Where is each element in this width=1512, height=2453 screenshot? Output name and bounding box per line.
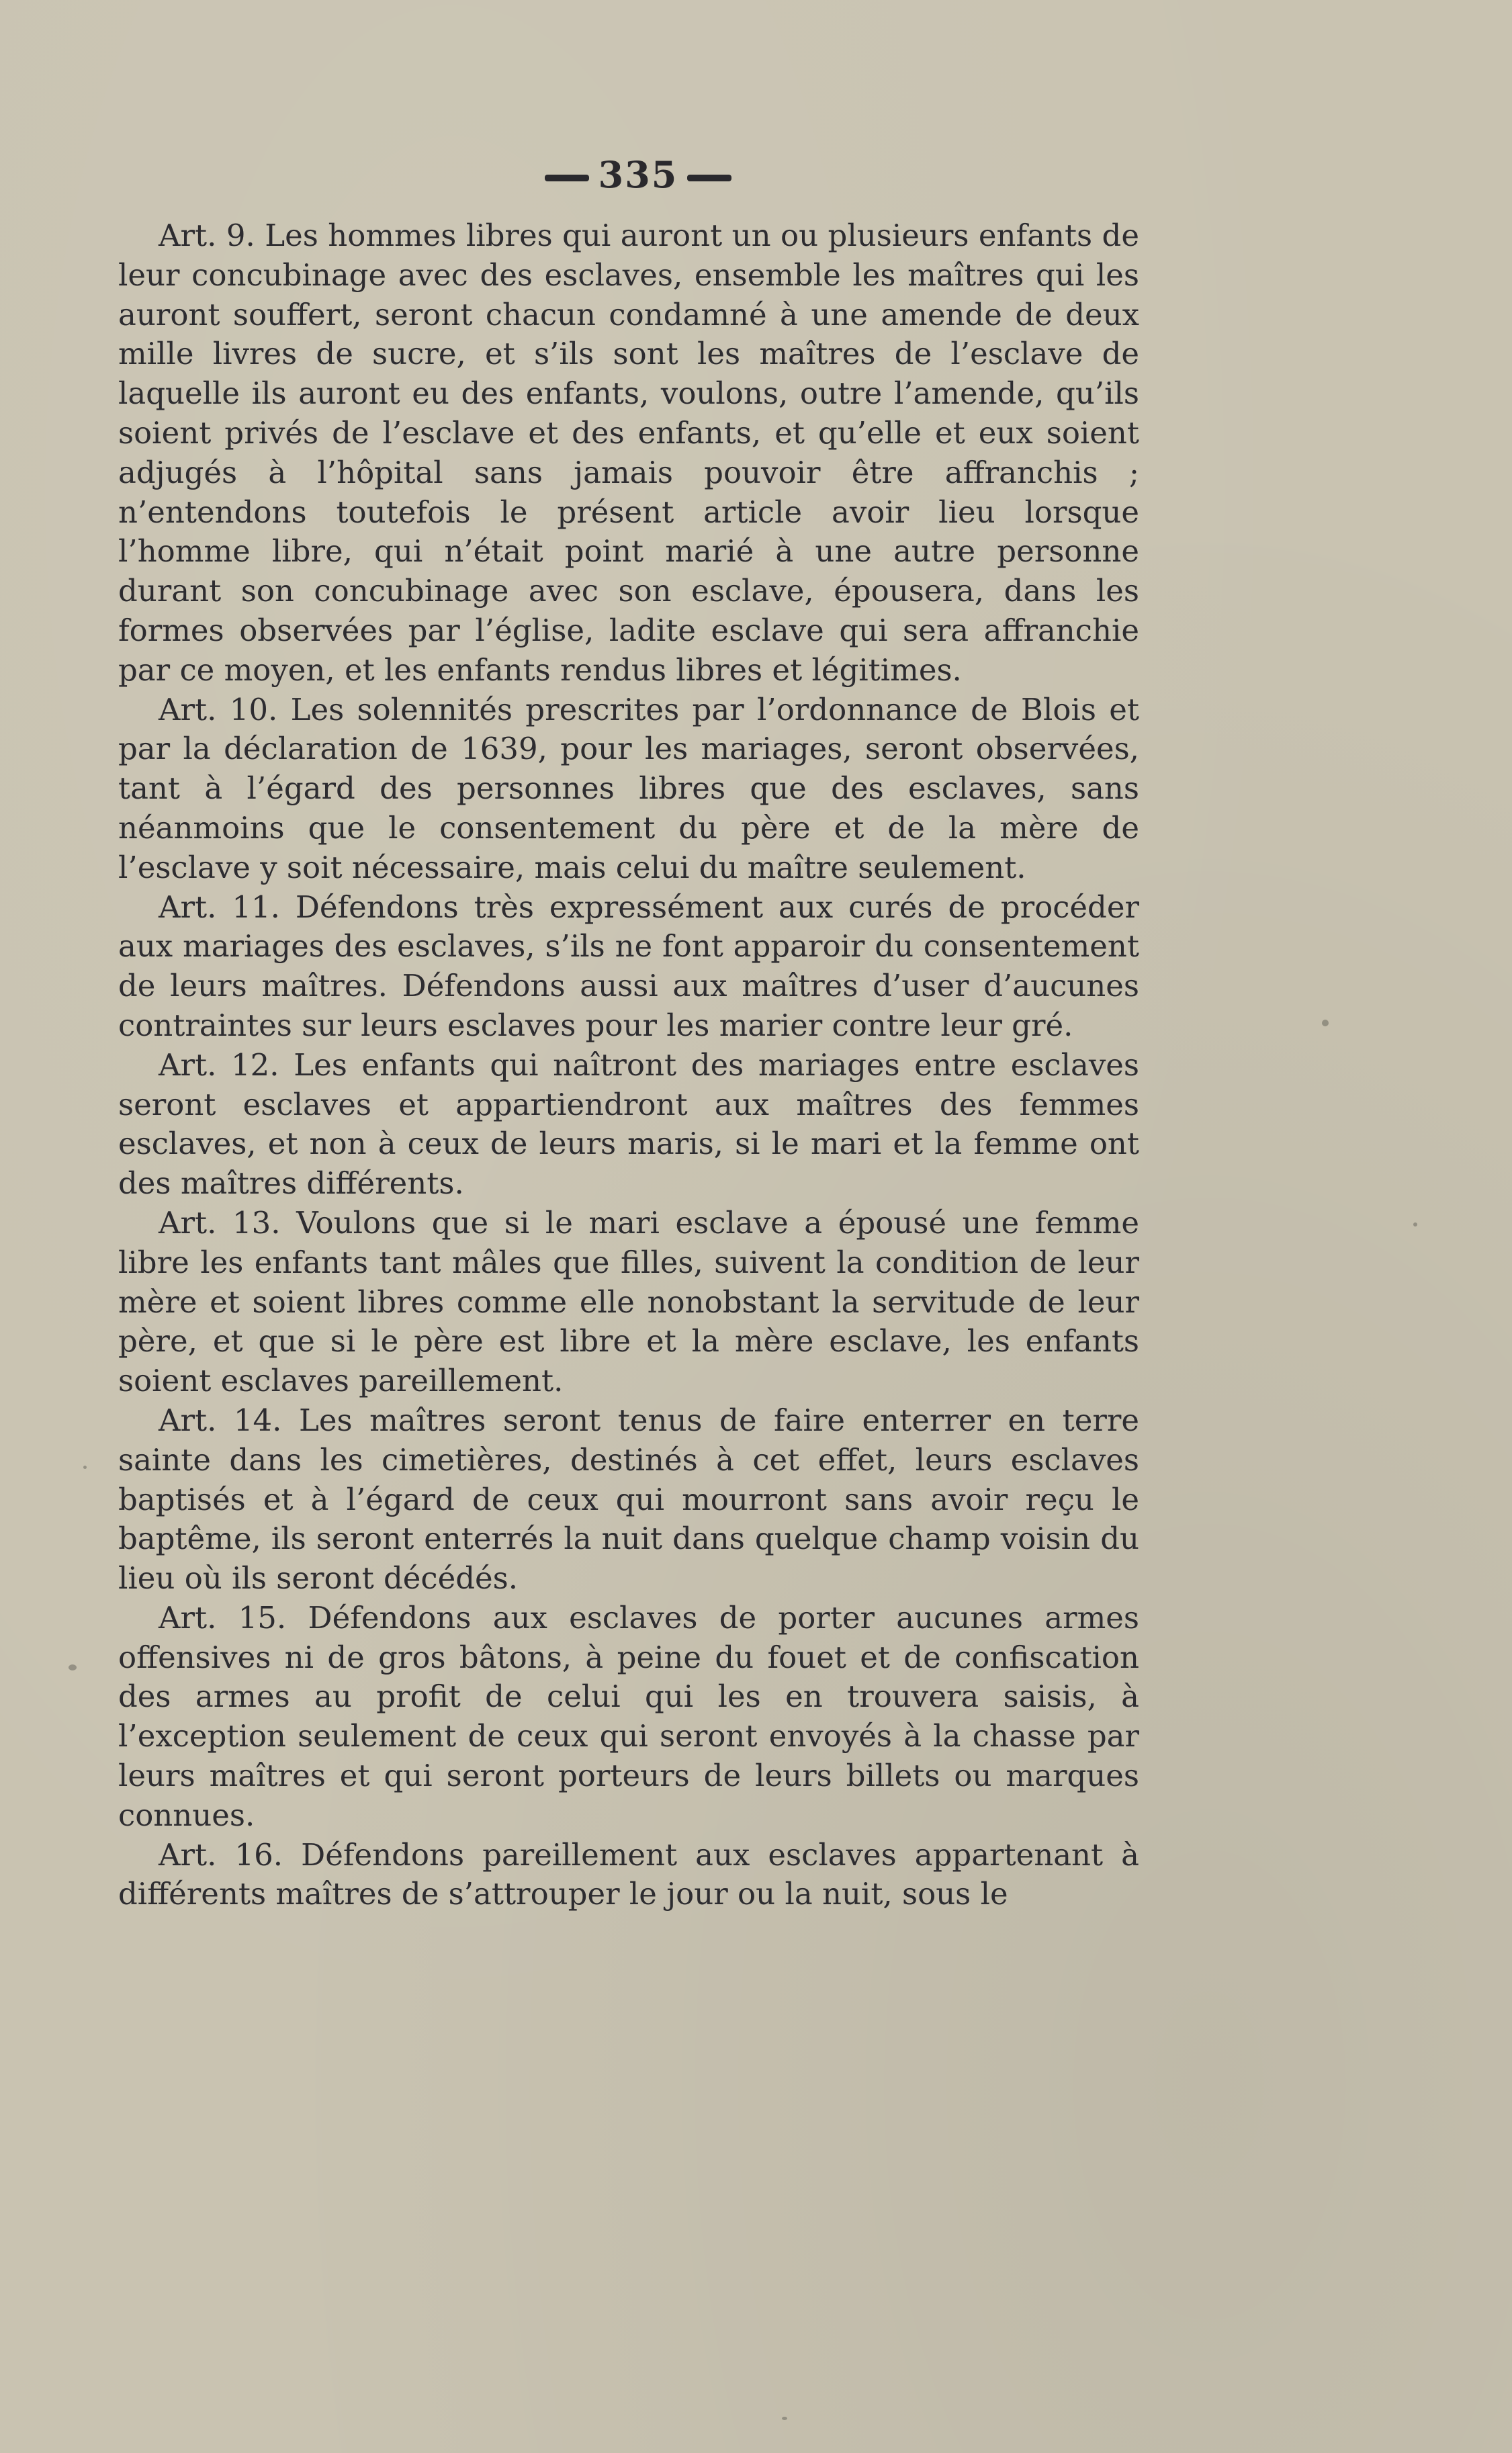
article-10 xyxy=(118,690,1139,888)
article-9 xyxy=(118,216,1139,690)
article-text: Défendons pareillement aux esclaves appartenant à différents maîtres de s’attrouper le jour ou la nuit, sous le xyxy=(118,1836,1140,1912)
page-number-right-dash xyxy=(687,175,731,181)
article-label: Art. 16. xyxy=(159,1836,283,1873)
article-text: Les maîtres seront tenus de faire enterrer en terre sainte dans les cimetières, destinés à cet effet, leurs esclaves baptisés et à l’égard de ceux qui mourront sans avoir reçu le baptême, ils seront enterrés la nuit dans quelque champ voisin du lieu où ils seront décédés. xyxy=(118,1402,1140,1597)
article-text: Les solennités prescrites par l’ordonnance de Blois et par la déclaration de 1639, pour les mariages, seront observées, tant à l’égard des personnes libres que des esclaves, sans néanmoins que le consentement du père et de la mère de l’esclave y soit nécessaire, mais celui du maître seulement. xyxy=(118,691,1139,885)
article-text: Défendons très expressément aux curés de procéder aux mariages des esclaves, s’ils ne font apparoir du consentement de leurs maîtres. Défendons aussi aux maîtres d’user d’aucunes contraintes sur leurs esclaves pour les marier contre leur gré. xyxy=(118,889,1139,1043)
paper-speck xyxy=(1413,1222,1417,1226)
article-15 xyxy=(118,1599,1139,1836)
article-label: Art. 14. xyxy=(159,1402,282,1438)
article-text: Les enfants qui naîtront des mariages entre esclaves seront esclaves et appartiendront aux maîtres des femmes esclaves, et non à ceux de leurs maris, si le mari et la femme ont des maîtres différents. xyxy=(118,1046,1139,1202)
paper-speck xyxy=(83,1466,87,1469)
article-label: Art. 11. xyxy=(159,889,280,925)
article-text: Défendons aux esclaves de porter aucunes armes offensives ni de gros bâtons, à peine du fouet et de confiscation des armes au profit de celui qui les en trouvera saisis, à l’exception seulement de ceux qui seront envoyés à la chasse par leurs maîtres et qui seront porteurs de leurs billets ou marques connues. xyxy=(118,1599,1139,1833)
article-label: Art. 15. xyxy=(159,1599,287,1636)
article-12 xyxy=(118,1046,1139,1204)
article-13 xyxy=(118,1204,1139,1401)
article-label: Art. 9. xyxy=(159,218,255,253)
article-16 xyxy=(118,1836,1139,1915)
article-text: Voulons que si le mari esclave a épousé une femme libre les enfants tant mâles que filles, suivent la condition de leur mère et soient libres comme elle nonobstant la servitude de leur père, et que si le père est libre et la mère esclave, les enfants soient esclaves pareillement. xyxy=(118,1204,1140,1399)
article-label: Art. 10. xyxy=(159,691,278,727)
body-text xyxy=(118,216,1139,1914)
article-label: Art. 13. xyxy=(159,1204,281,1241)
page-number-value: 335 xyxy=(598,153,678,196)
paper-speck xyxy=(1322,1020,1329,1026)
article-label: Art. 12. xyxy=(159,1046,279,1083)
paper-speck xyxy=(782,2417,787,2420)
article-text: Les hommes libres qui auront un ou plusieurs enfants de leur concubinage avec des esclaves, ensemble les maîtres qui les auront souffert, seront chacun condamné à une amende de deux mille livres de sucre, et s’ils sont les maîtres de l’esclave de laquelle ils auront eu des enfants, voulons, outre l’amende, qu’ils soient privés de l’esclave et des enfants, et qu’elle et eux soient adjugés à l’hôpital sans jamais pouvoir être affranchis ; n’entendons toutefois le présent article avoir lieu lorsque l’homme libre, qui n’était point marié à une autre personne durant son concubinage avec son esclave, épousera, dans les formes observées par l’église, ladite esclave qui sera affranchie par ce moyen, et les enfants rendus libres et légitimes. xyxy=(118,218,1139,688)
article-11 xyxy=(118,888,1139,1046)
article-14 xyxy=(118,1401,1139,1599)
page-number xyxy=(0,153,1276,196)
paper-speck xyxy=(69,1664,77,1670)
page-number-left-dash xyxy=(545,175,589,181)
